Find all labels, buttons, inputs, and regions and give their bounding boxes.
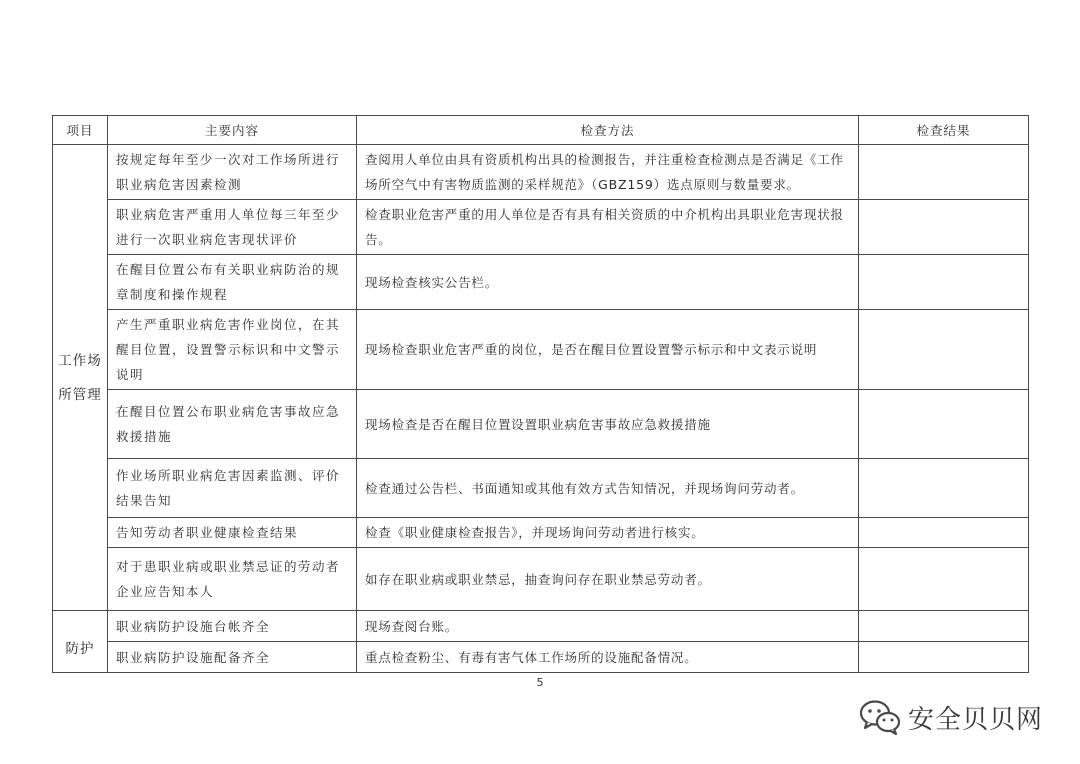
category-cell-protection bbox=[53, 611, 108, 673]
result-cell[interactable] bbox=[859, 255, 1029, 310]
content-cell: 在醒目位置公布职业病危害事故应急救援措施 bbox=[108, 390, 357, 459]
result-cell[interactable] bbox=[859, 310, 1029, 390]
result-cell[interactable] bbox=[859, 611, 1029, 642]
inspection-table bbox=[52, 115, 1029, 673]
table-row bbox=[53, 548, 1029, 611]
table-row bbox=[53, 145, 1029, 200]
category-line: 防护 bbox=[65, 641, 95, 657]
method-cell: 现场查阅台账。 bbox=[357, 611, 859, 642]
method-cell: 重点检查粉尘、有毒有害气体工作场所的设施配备情况。 bbox=[357, 642, 859, 673]
category-cell-workplace-management bbox=[53, 145, 108, 611]
table-row bbox=[53, 459, 1029, 518]
table-row bbox=[53, 255, 1029, 310]
result-cell[interactable] bbox=[859, 518, 1029, 548]
content-cell: 职业病危害严重用人单位每三年至少进行一次职业病危害现状评价 bbox=[108, 200, 357, 255]
result-cell[interactable] bbox=[859, 459, 1029, 518]
result-cell[interactable] bbox=[859, 390, 1029, 459]
category-line: 所管理 bbox=[58, 386, 102, 403]
table-row bbox=[53, 310, 1029, 390]
method-cell: 如存在职业病或职业禁忌，抽查询问存在职业禁忌劳动者。 bbox=[357, 548, 859, 611]
table-header-row bbox=[53, 116, 1029, 145]
header-check-method: 检查方法 bbox=[357, 116, 859, 145]
watermark bbox=[858, 694, 1043, 740]
header-main-content: 主要内容 bbox=[108, 116, 357, 145]
table-row bbox=[53, 642, 1029, 673]
method-cell: 查阅用人单位由具有资质机构出具的检测报告，并注重检查检测点是否满足《工作场所空气中有害物质监测的采样规范》（GBZ159）选点原则与数量要求。 bbox=[357, 145, 859, 200]
header-item: 项目 bbox=[53, 116, 108, 145]
result-cell[interactable] bbox=[859, 642, 1029, 673]
method-cell: 检查《职业健康检查报告》，并现场询问劳动者进行核实。 bbox=[357, 518, 859, 548]
content-cell: 职业病防护设施台帐齐全 bbox=[108, 611, 357, 642]
result-cell[interactable] bbox=[859, 548, 1029, 611]
content-cell: 按规定每年至少一次对工作场所进行职业病危害因素检测 bbox=[108, 145, 357, 200]
header-check-result: 检查结果 bbox=[859, 116, 1029, 145]
method-cell: 现场检查是否在醒目位置设置职业病危害事故应急救援措施 bbox=[357, 390, 859, 459]
watermark-text: 安全贝贝网 bbox=[908, 704, 1044, 735]
method-cell: 检查通过公告栏、书面通知或其他有效方式告知情况，并现场询问劳动者。 bbox=[357, 459, 859, 518]
content-cell: 产生严重职业病危害作业岗位，在其醒目位置，设置警示标识和中文警示说明 bbox=[108, 310, 357, 390]
table-row bbox=[53, 518, 1029, 548]
method-cell: 现场检查职业危害严重的岗位，是否在醒目位置设置警示标示和中文表示说明 bbox=[357, 310, 859, 390]
content-cell: 作业场所职业病危害因素监测、评价结果告知 bbox=[108, 459, 357, 518]
table-row bbox=[53, 611, 1029, 642]
method-cell: 检查职业危害严重的用人单位是否有具有相关资质的中介机构出具职业危害现状报告。 bbox=[357, 200, 859, 255]
wechat-icon bbox=[858, 698, 902, 736]
page-number: 5 bbox=[536, 676, 544, 689]
content-cell: 职业病防护设施配备齐全 bbox=[108, 642, 357, 673]
category-line: 工作场 bbox=[58, 352, 102, 369]
content-cell: 告知劳动者职业健康检查结果 bbox=[108, 518, 357, 548]
result-cell[interactable] bbox=[859, 200, 1029, 255]
content-cell: 在醒目位置公布有关职业病防治的规章制度和操作规程 bbox=[108, 255, 357, 310]
method-cell: 现场检查核实公告栏。 bbox=[357, 255, 859, 310]
content-cell: 对于患职业病或职业禁忌证的劳动者企业应告知本人 bbox=[108, 548, 357, 611]
table-row bbox=[53, 390, 1029, 459]
table-row bbox=[53, 200, 1029, 255]
result-cell[interactable] bbox=[859, 145, 1029, 200]
